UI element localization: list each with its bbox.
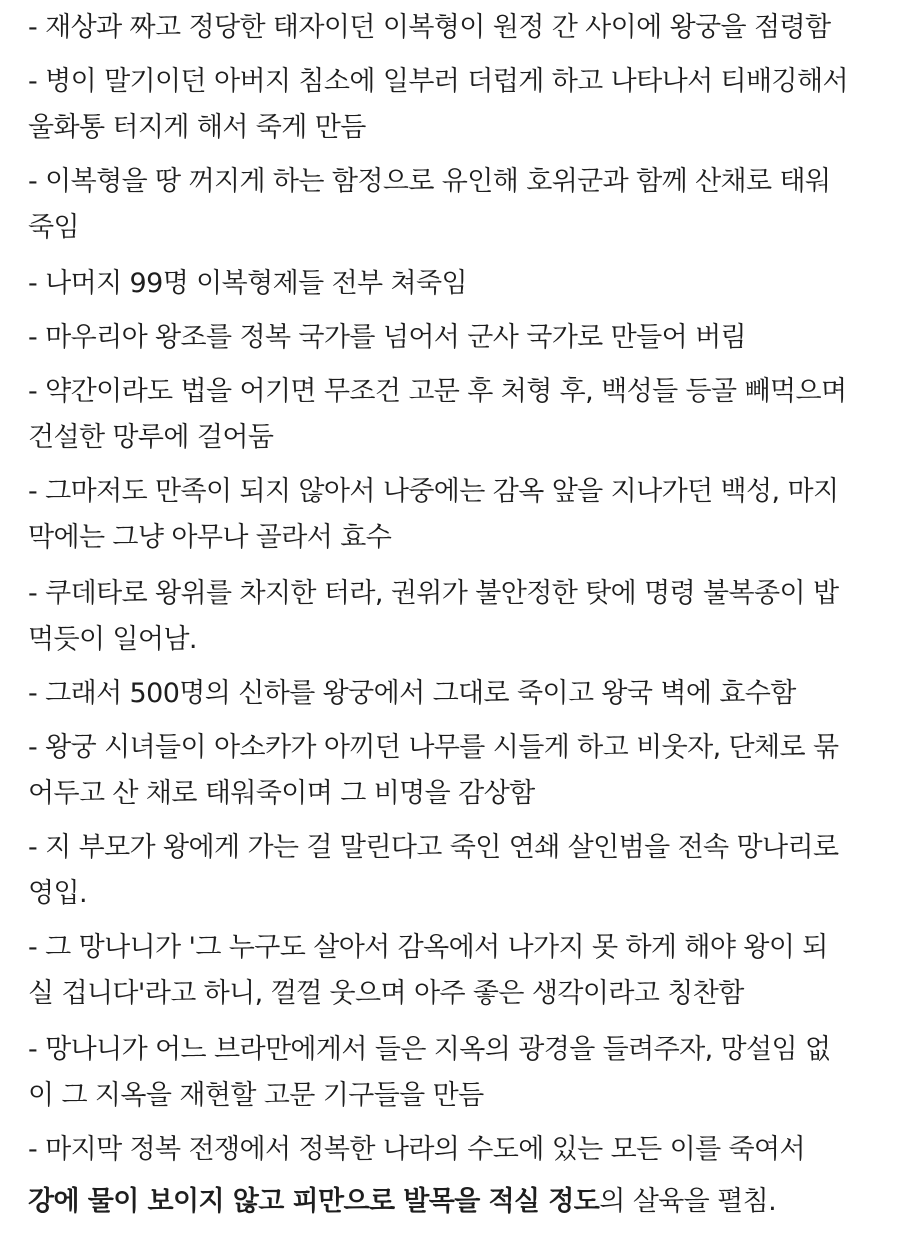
text-line: - 나머지 99명 이복형제들 전부 쳐죽임: [28, 268, 467, 299]
text-line: 실 겁니다'라고 하니, 껄껄 웃으며 아주 좋은 생각이라고 칭찬함: [28, 978, 744, 1009]
text-line: - 왕궁 시녀들이 아소카가 아끼던 나무를 시들게 하고 비웃자, 단체로 묶: [28, 732, 839, 763]
text-span: 의 살육을 펼침.: [599, 1186, 777, 1217]
text-line: 영입.: [28, 878, 87, 909]
bold-emphasis: 강에 물이 보이지 않고 피만으로 발목을 적실 정도: [28, 1186, 600, 1217]
text-line: - 그 망나니가 '그 누구도 살아서 감옥에서 나가지 못 하게 해야 왕이 되: [28, 932, 828, 963]
text-line: 먹듯이 일어남.: [28, 624, 197, 655]
text-line: - 이복형을 땅 꺼지게 하는 함정으로 유인해 호위군과 함께 산채로 태워: [28, 166, 831, 197]
text-line: - 그마저도 만족이 되지 않아서 나중에는 감옥 앞을 지나가던 백성, 마지: [28, 476, 839, 507]
text-line: - 망나니가 어느 브라만에게서 들은 지옥의 광경을 들려주자, 망설임 없: [28, 1034, 831, 1065]
text-line: - 약간이라도 법을 어기면 무조건 고문 후 처형 후, 백성들 등골 빼먹으며: [28, 376, 847, 407]
final-text-line: [28, 1176, 776, 1228]
text-line: 이 그 지옥을 재현할 고문 기구들을 만듬: [28, 1080, 484, 1111]
text-line: 막에는 그냥 아무나 골라서 효수: [28, 522, 392, 553]
text-line: 어두고 산 채로 태워죽이며 그 비명을 감상함: [28, 778, 535, 809]
text-line: - 마지막 정복 전쟁에서 정복한 나라의 수도에 있는 모든 이를 죽여서: [28, 1134, 805, 1165]
text-line: - 마우리아 왕조를 정복 국가를 넘어서 군사 국가로 만들어 버림: [28, 322, 747, 353]
text-line: - 쿠데타로 왕위를 차지한 터라, 권위가 불안정한 탓에 명령 불복종이 밥: [28, 578, 839, 609]
text-line: 건설한 망루에 걸어둠: [28, 422, 274, 453]
text-line: 울화통 터지게 해서 죽게 만듬: [28, 112, 366, 143]
text-line: - 병이 말기이던 아버지 침소에 일부러 더럽게 하고 나타나서 티배깅해서: [28, 66, 848, 97]
text-line: - 그래서 500명의 신하를 왕궁에서 그대로 죽이고 왕국 벽에 효수함: [28, 678, 796, 709]
text-line: - 지 부모가 왕에게 가는 걸 말린다고 죽인 연쇄 살인범을 전속 망나리로: [28, 832, 839, 863]
text-line: 죽임: [28, 212, 79, 243]
text-line: - 재상과 짜고 정당한 태자이던 이복형이 원정 간 사이에 왕궁을 점령함: [28, 12, 831, 43]
